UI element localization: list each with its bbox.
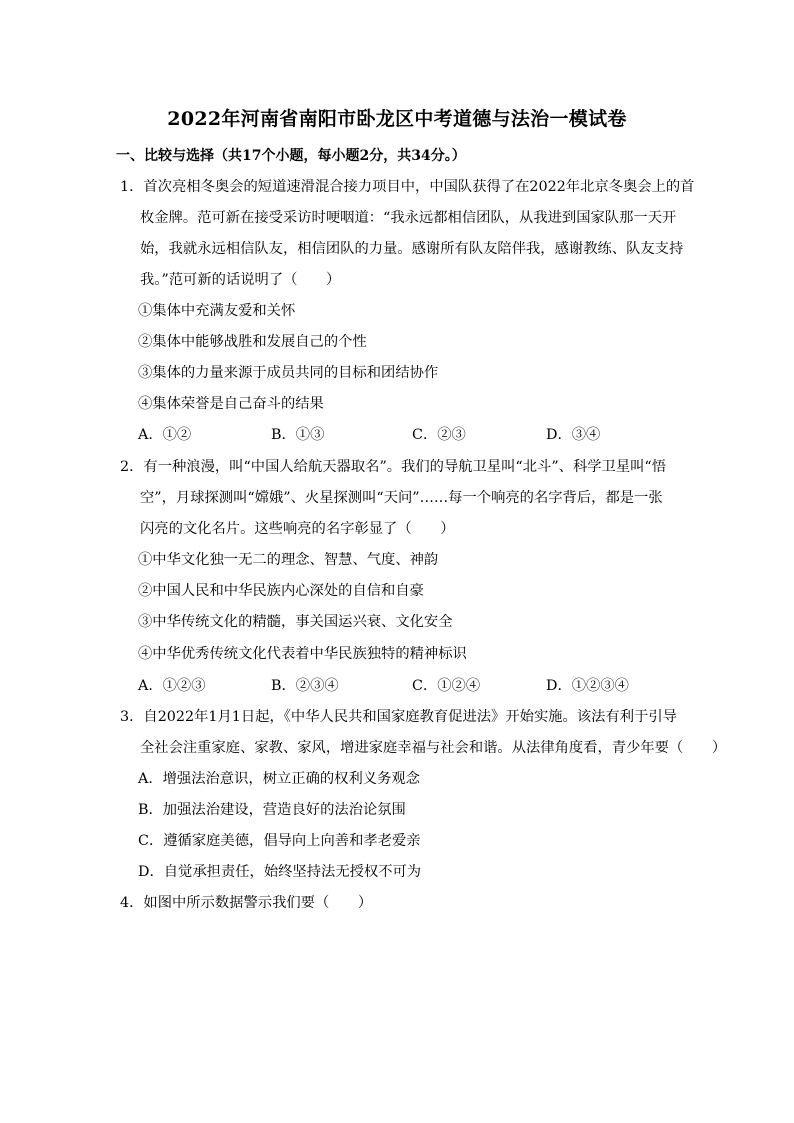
question-1-line-2: 枚金牌。范可新在接受采访时哽咽道：“我永远都相信团队，从我进到国家队那一天开	[140, 210, 677, 226]
section-heading: 一、比较与选择（共17个小题，每小题2分，共34分。）	[116, 148, 466, 164]
question-1-item-2: ②集体中能够战胜和发展自己的个性	[138, 334, 367, 350]
question-1-line-3: 始，我就永远相信队友，相信团队的力量。感谢所有队友陪伴我，感谢教练、队友支持	[140, 241, 684, 257]
question-2-choice-a: A．①②③	[138, 678, 206, 694]
question-3-option-c: C．遵循家庭美德，倡导向上向善和孝老爱亲	[138, 833, 421, 849]
question-1-line-1: 1．首次亮相冬奥会的短道速滑混合接力项目中，中国队获得了在2022年北京冬奥会上的首	[120, 179, 695, 195]
question-1-line-4: 我。”范可新的话说明了（ ）	[140, 272, 341, 288]
question-1-item-1: ①集体中充满友爱和关怀	[138, 303, 296, 319]
question-1-choice-b: B．①③	[271, 427, 325, 443]
question-3-line-2: 全社会注重家庭、家教、家风，增进家庭幸福与社会和谐。从法律角度看，青少年要（ ）	[140, 740, 727, 756]
question-2-choice-b: B．②③④	[271, 678, 339, 694]
question-2-line-3: 闪亮的文化名片。这些响亮的名字彰显了（ ）	[140, 521, 455, 537]
question-1-item-3: ③集体的力量来源于成员共同的目标和团结协作	[138, 365, 439, 381]
question-2-item-4: ④中华优秀传统文化代表着中华民族独特的精神标识	[138, 646, 467, 662]
page-title: 2022年河南省南阳市卧龙区中考道德与法治一模试卷	[167, 108, 627, 130]
question-3-option-d: D．自觉承担责任，始终坚持法无授权不可为	[138, 864, 422, 880]
question-2-line-1: 2．有一种浪漫，叫“中国人给航天器取名”。我们的导航卫星叫“北斗”、科学卫星叫“悟	[120, 459, 667, 475]
question-4-line-1: 4．如图中所示数据警示我们要（ ）	[120, 895, 373, 911]
question-2-choice-c: C．①②④	[412, 678, 481, 694]
question-2-line-2: 空”，月球探测叫“嫦娥”、火星探测叫“天问”……每一个响亮的名字背后，都是一张	[140, 490, 663, 506]
question-2-item-3: ③中华传统文化的精髓，事关国运兴衰、文化安全	[138, 614, 453, 630]
question-1-choice-d: D．③④	[546, 427, 601, 443]
question-2-choice-d: D．①②③④	[546, 678, 629, 694]
question-2-item-2: ②中国人民和中华民族内心深处的自信和自豪	[138, 583, 424, 599]
question-2-item-1: ①中华文化独一无二的理念、智慧、气度、神韵	[138, 552, 439, 568]
question-1-item-4: ④集体荣誉是自己奋斗的结果	[138, 396, 324, 412]
question-1-choice-a: A．①②	[138, 427, 192, 443]
question-3-option-b: B．加强法治建设，营造良好的法治论氛围	[138, 802, 406, 818]
question-3-line-1: 3．自2022年1月1日起，《中华人民共和国家庭教育促进法》开始实施。该法有利于引导	[120, 709, 677, 725]
question-1-choice-c: C．②③	[412, 427, 466, 443]
question-3-option-a: A．增强法治意识，树立正确的权利义务观念	[138, 771, 420, 787]
